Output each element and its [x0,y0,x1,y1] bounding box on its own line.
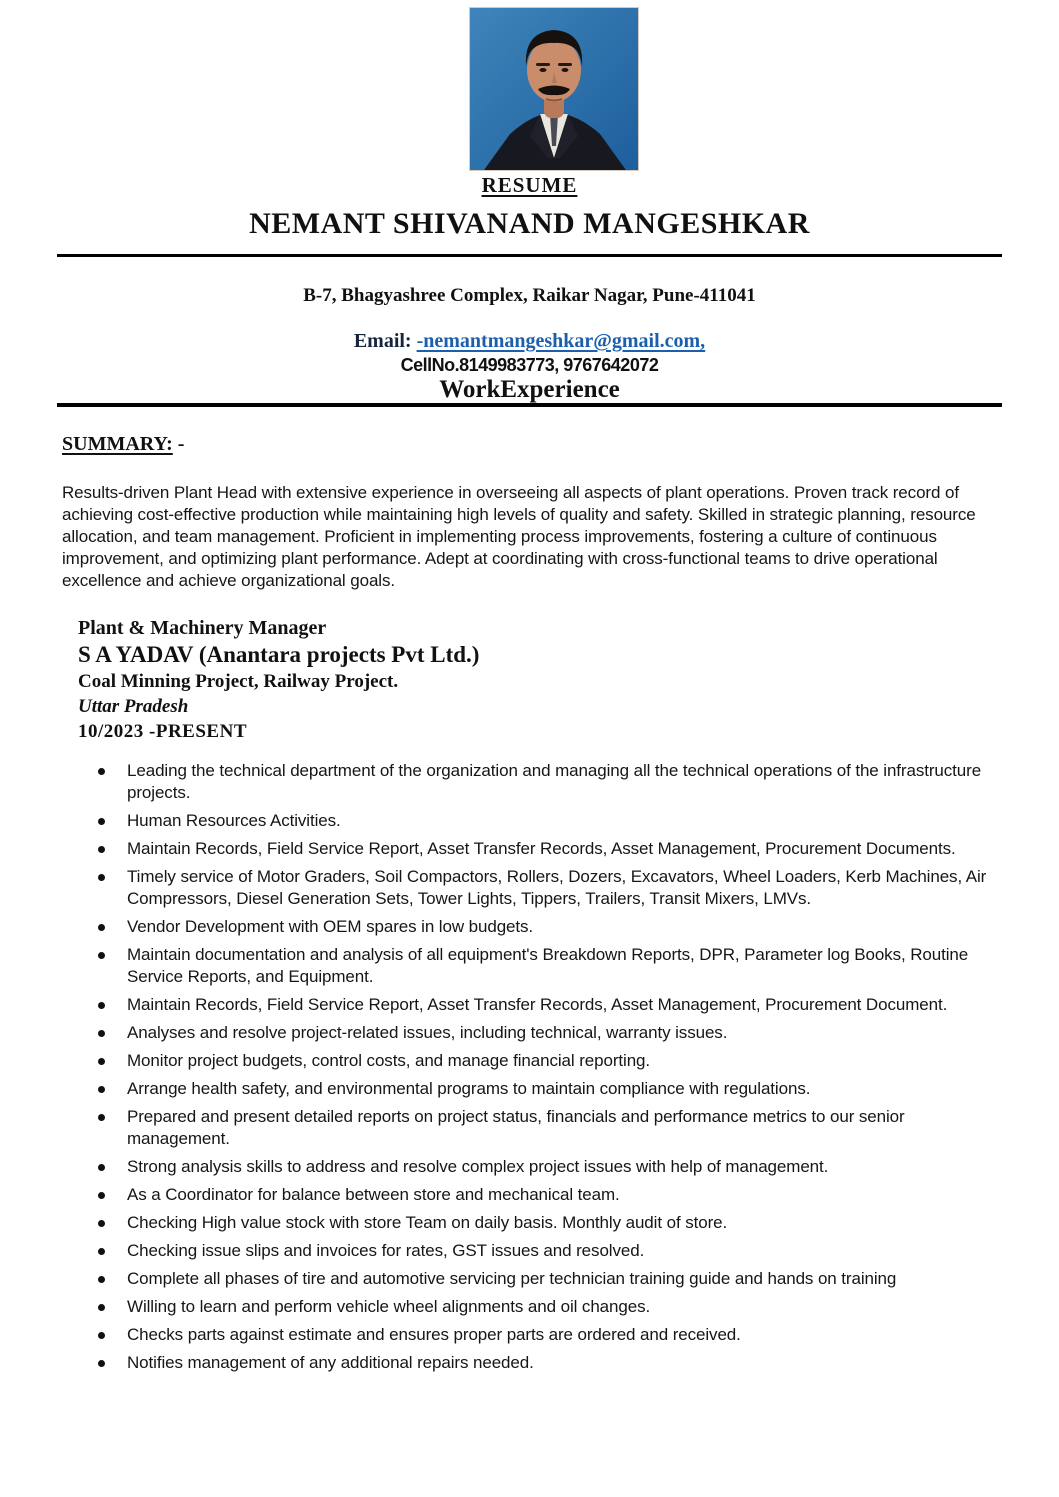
email-link[interactable]: -nemantmangeshkar@gmail.com, [416,330,706,352]
bullet-item: Prepared and present detailed reports on project status, financials and performance metrics to our senior management. [97,1106,1010,1150]
bullet-item: Analyses and resolve project-related issues, including technical, warranty issues. [97,1022,1010,1044]
summary-heading-text: SUMMARY: [62,433,173,455]
portrait-photo-art [470,8,638,170]
resume-heading [0,173,1059,197]
job-header-block [78,615,1019,744]
divider-under-work-experience [57,403,1002,407]
bullet-item: Checking High value stock with store Team on daily basis. Monthly audit of store. [97,1212,1010,1234]
job-location: Uttar Pradesh [78,696,189,717]
experience-bullet-list [97,760,1010,1374]
bullet-item: Maintain documentation and analysis of all equipment's Breakdown Reports, DPR, Parameter log Books, Routine Service Reports, and Equipment. [97,944,1010,988]
job-projects: Coal Minning Project, Railway Project. [78,671,399,692]
job-company: S A YADAV (Anantara projects Pvt Ltd.) [78,642,480,667]
bullet-item: Complete all phases of tire and automotive servicing per technician training guide and hands on training [97,1268,1010,1290]
portrait-photo [470,8,638,170]
bullet-item: As a Coordinator for balance between store and mechanical team. [97,1184,1010,1206]
bullet-item: Human Resources Activities. [97,810,1010,832]
divider-under-name [57,254,1002,257]
summary-heading-suffix: - [172,433,185,455]
bullet-item: Checks parts against estimate and ensures proper parts are ordered and received. [97,1324,1010,1346]
bullet-item: Checking issue slips and invoices for rates, GST issues and resolved. [97,1240,1010,1262]
bullet-item: Vendor Development with OEM spares in low budgets. [97,916,1010,938]
resume-heading-text: RESUME [481,173,578,197]
bullet-item: Timely service of Motor Graders, Soil Compactors, Rollers, Dozers, Excavators, Wheel Loaders, Kerb Machines, Air Compressors, Diesel Generation Sets, Tower Lights, Tippers, Trailers, Transit Mixers, LMVs. [97,866,1010,910]
bullet-item: Strong analysis skills to address and resolve complex project issues with help of management. [97,1156,1010,1178]
job-period: 10/2023 -PRESENT [78,721,247,742]
bullet-item: Maintain Records, Field Service Report, Asset Transfer Records, Asset Management, Procurement Document. [97,994,1010,1016]
bullet-item: Leading the technical department of the organization and managing all the technical operations of the infrastructure projects. [97,760,1010,804]
candidate-name: NEMANT SHIVANAND MANGESHKAR [249,207,810,240]
bullet-item: Willing to learn and perform vehicle wheel alignments and oil changes. [97,1296,1010,1318]
email-line [0,329,1059,353]
bullet-item: Arrange health safety, and environmental programs to maintain compliance with regulations. [97,1078,1010,1100]
bullet-item: Monitor project budgets, control costs, and manage financial reporting. [97,1050,1010,1072]
job-role: Plant & Machinery Manager [78,617,327,639]
bullet-item: Maintain Records, Field Service Report, Asset Transfer Records, Asset Management, Procurement Documents. [97,838,1010,860]
cell-numbers: CellNo.8149983773, 9767642072 [400,355,659,375]
bullet-item: Notifies management of any additional repairs needed. [97,1352,1010,1374]
work-experience-heading: WorkExperience [439,376,620,403]
summary-heading [62,433,1059,455]
address-line: B-7, Bhagyashree Complex, Raikar Nagar, Pune-411041 [303,285,756,306]
email-label: Email: [353,330,417,352]
summary-paragraph: Results-driven Plant Head with extensive experience in overseeing all aspects of plant operations. Proven track record of achieving cost-effective production while maintaining high levels of quality and safety. Skilled in strategic planning, resource allocation, and team management. Proficient in implementing process improvements, fostering a culture of continuous improvement, and optimizing plant performance. Adept at coordinating with cross-functional teams to drive operational excellence and achieve organizational goals. [62,483,976,590]
